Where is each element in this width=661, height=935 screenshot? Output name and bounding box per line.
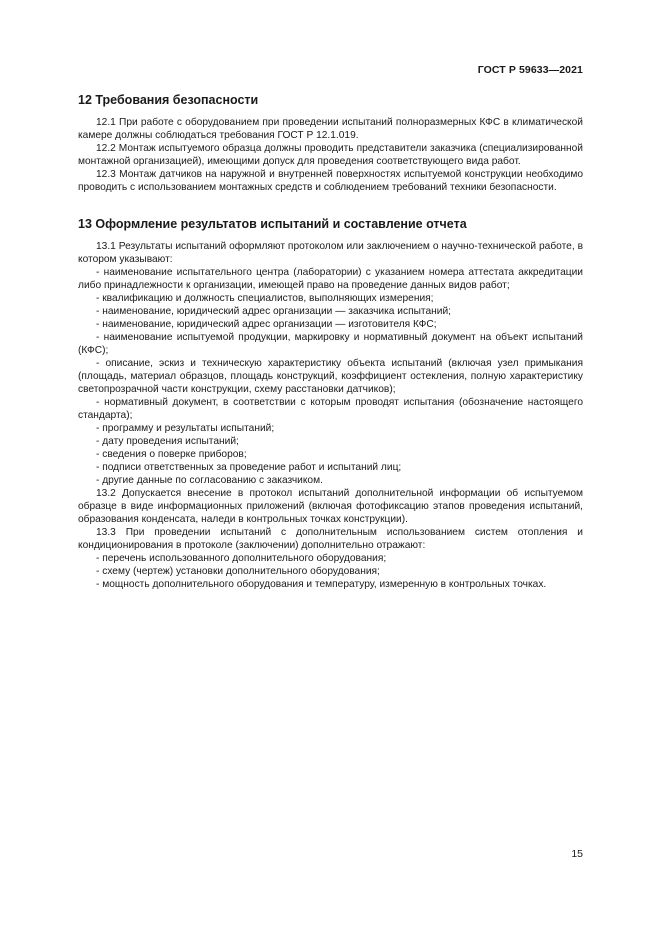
list-item: - подписи ответственных за проведение работ и испытаний лиц; <box>96 462 402 473</box>
list-item: - наименование, юридический адрес организации — изготовителя КФС; <box>96 319 437 330</box>
section-title: 13 Оформление результатов испытаний и составление отчета <box>78 217 467 231</box>
list-item: - схему (чертеж) установки дополнительного оборудования; <box>96 566 380 577</box>
list-item: - дату проведения испытаний; <box>96 436 239 447</box>
section-results-report <box>78 216 583 591</box>
paragraph: 12.1 При работе с оборудованием при проведении испытаний полноразмерных КФС в климатической камере должны соблюдаться требования ГОСТ Р 12.1.019. <box>78 117 583 141</box>
paragraph: 12.2 Монтаж испытуемого образца должны проводить представители заказчика (специализированной монтажной организацией), имеющими допуск для проведения соответствующего вида работ. <box>78 143 583 167</box>
page-number: 15 <box>571 848 583 860</box>
list-item: - квалификацию и должность специалистов, выполняющих измерения; <box>96 293 434 304</box>
list-item: - нормативный документ, в соответствии с которым проводят испытания (обозначение настоящего стандарта); <box>78 397 583 421</box>
list-item: - сведения о поверке приборов; <box>96 449 247 460</box>
paragraph: 13.2 Допускается внесение в протокол испытаний дополнительной информации об испытуемом образце в виде информационных приложений (включая фотофиксацию этапов проведения испытаний, образования конденсата, наледи в контрольных точках конструкции). <box>78 488 583 525</box>
list-item: - мощность дополнительного оборудования и температуру, измеренную в контрольных точках. <box>96 579 547 590</box>
list-item: - наименование, юридический адрес организации — заказчика испытаний; <box>96 306 451 317</box>
document-code: ГОСТ Р 59633—2021 <box>477 64 583 76</box>
list-item: - программу и результаты испытаний; <box>96 423 275 434</box>
paragraph: 13.3 При проведении испытаний с дополнительным использованием систем отопления и кондиционирования в протоколе (заключении) дополнительно отражают: <box>78 527 583 551</box>
list-item: - другие данные по согласованию с заказчиком. <box>96 475 323 486</box>
document-body <box>78 92 583 591</box>
list-item: - описание, эскиз и техническую характеристику объекта испытаний (включая узел примыкания (площадь, материал образцов, площадь конструкций, коэффициент остекления, полную характеристику светопрозрачной части конструкции, схему расстановки датчиков); <box>78 358 583 395</box>
paragraph: 12.3 Монтаж датчиков на наружной и внутренней поверхностях испытуемой конструкции необходимо проводить с использованием монтажных средств и соблюдением требований техники безопасности. <box>78 169 583 193</box>
list-item: - наименование испытуемой продукции, маркировку и нормативный документ на объект испытаний (КФС); <box>78 332 583 356</box>
list-item: - перечень использованного дополнительного оборудования; <box>96 553 387 564</box>
section-safety-requirements <box>78 92 583 194</box>
list-item: - наименование испытательного центра (лаборатории) с указанием номера аттестата аккредитации либо принадлежности к организации, имеющей право на проведение данных видов работ; <box>78 267 583 291</box>
section-title: 12 Требования безопасности <box>78 93 259 107</box>
paragraph: 13.1 Результаты испытаний оформляют протоколом или заключением о научно-технической работе, в котором указывают: <box>78 241 583 265</box>
